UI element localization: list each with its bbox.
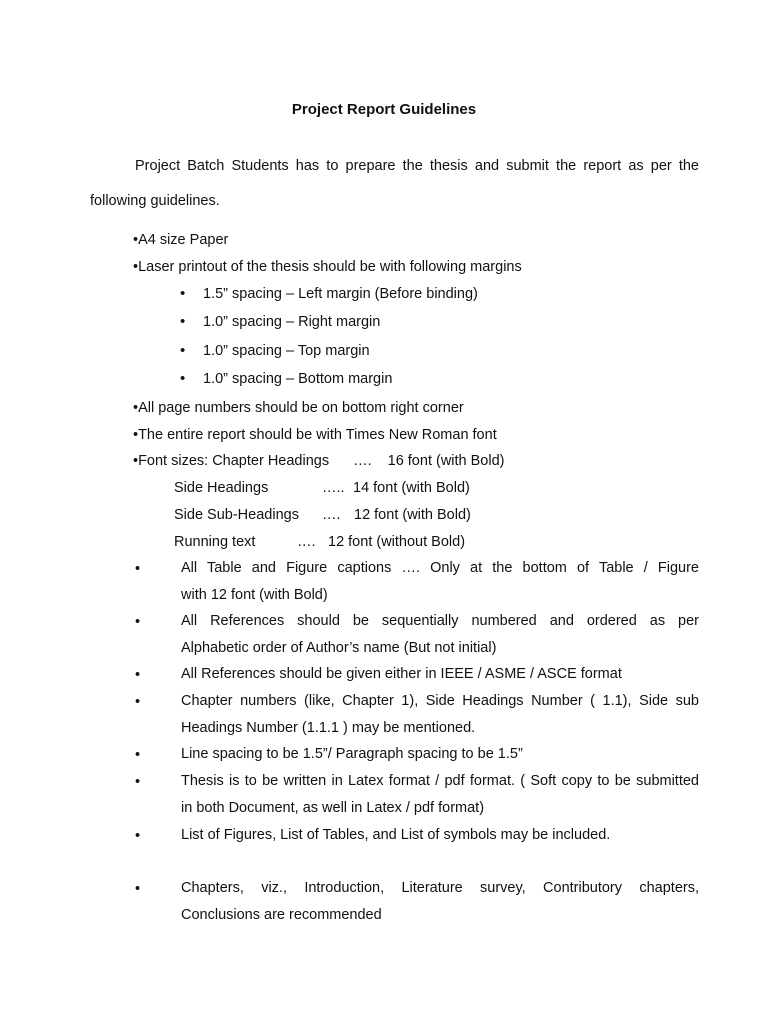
sub-bullet-dot: • [180, 285, 186, 302]
font-size-sep: …. [297, 534, 316, 550]
sub-bullet-dot: • [180, 370, 186, 387]
list-bullet: • [135, 694, 141, 710]
list-item-references-order: All References should be sequentially numbered and ordered as per Alphabetic order of Author’s name (But not initial) [181, 613, 699, 656]
list-item-line-spacing: Line spacing to be 1.5”/ Paragraph spacing to be 1.5” [181, 746, 523, 762]
sub-bullet-dot: • [180, 342, 186, 359]
font-size-sep: ….. [322, 480, 345, 496]
font-sizes-sep: …. [353, 453, 372, 469]
font-sizes-row [133, 451, 505, 471]
list-bullet: • [135, 561, 141, 577]
font-sizes-lead: •Font sizes: Chapter Headings [133, 453, 330, 469]
font-size-row-side-headings [174, 478, 470, 498]
font-sizes-value: 16 font (with Bold) [387, 453, 505, 469]
list-bullet: • [135, 747, 141, 763]
bullet-font: •The entire report should be with Times New Roman font [133, 427, 497, 443]
font-size-value: 12 font (without Bold) [328, 534, 466, 550]
font-size-value: 12 font (with Bold) [354, 507, 471, 523]
font-size-row-running-text [174, 532, 465, 552]
list-item-chapter-numbers: Chapter numbers (like, Chapter 1), Side Headings Number ( 1.1), Side sub Headings Number (1.1.1 ) may be mentioned. [181, 693, 699, 736]
page-title: Project Report Guidelines [291, 101, 477, 118]
bullet-a4-paper: •A4 size Paper [133, 232, 229, 248]
list-item-captions: All Table and Figure captions …. Only at the bottom of Table / Figure with 12 font (with Bold) [181, 560, 699, 603]
font-size-sep: …. [322, 507, 341, 523]
margin-item-right: 1.0” spacing – Right margin [203, 314, 381, 330]
font-size-row-side-subheadings [174, 505, 471, 525]
font-size-value: 14 font (with Bold) [353, 480, 470, 496]
font-size-label: Side Headings [174, 480, 269, 496]
bullet-page-numbers: •All page numbers should be on bottom right corner [133, 400, 464, 416]
sub-bullet-dot: • [180, 313, 186, 330]
margin-item-top: 1.0” spacing – Top margin [203, 343, 370, 359]
font-size-label: Running text [174, 534, 256, 550]
margin-item-left: 1.5” spacing – Left margin (Before binding) [203, 286, 478, 302]
list-item-chapters: Chapters, viz., Introduction, Literature survey, Contributory chapters, Conclusions are recommended [181, 880, 699, 923]
list-item-references-format: All References should be given either in IEEE / ASME / ASCE format [181, 666, 622, 682]
list-bullet: • [135, 614, 141, 630]
list-bullet: • [135, 828, 141, 844]
list-bullet: • [135, 881, 141, 897]
font-size-label: Side Sub-Headings [174, 507, 299, 523]
list-bullet: • [135, 774, 141, 790]
intro-paragraph: Project Batch Students has to prepare the thesis and submit the report as per the following guidelines. [90, 158, 699, 209]
list-bullet: • [135, 667, 141, 683]
margin-item-bottom: 1.0” spacing – Bottom margin [203, 371, 393, 387]
bullet-laser-printout: •Laser printout of the thesis should be with following margins [133, 259, 522, 275]
list-item-latex-format: Thesis is to be written in Latex format / pdf format. ( Soft copy to be submitted in both Document, as well in Latex / pdf format) [181, 773, 699, 816]
list-item-list-of-figures: List of Figures, List of Tables, and List of symbols may be included. [181, 827, 611, 843]
